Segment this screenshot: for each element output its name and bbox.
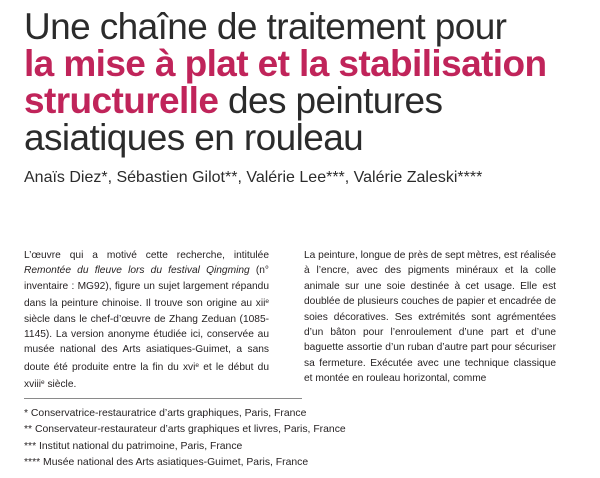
century-xii-sup: e <box>265 298 269 306</box>
title-line-2: la mise à plat et la stabilisation <box>24 43 547 84</box>
title-line-1: Une chaîne de traitement pour <box>24 6 507 47</box>
left-text-4: siècle. <box>44 379 77 391</box>
century-xviii: xviii <box>24 379 41 391</box>
footnote-3: *** Institut national du patrimoine, Paris, France <box>24 440 243 452</box>
footnotes <box>24 406 584 472</box>
left-text-1: (n° inventaire : MG92), figure un sujet largement répandu dans la peinture chinoise. Il trouve son origine au <box>24 265 269 310</box>
work-title: Remontée du fleuve lors du festival Qingming <box>24 265 250 277</box>
left-text-2: siècle dans le chef-d’œuvre de Zhang Zeduan (1085-1145). La version anonyme étudiée ici, conservée au musée national des Arts asiatiques-Guimet, a sans doute été produite entre la fin du <box>24 313 269 373</box>
left-column <box>24 248 269 393</box>
footnote-4: **** Musée national des Arts asiatiques-Guimet, Paris, France <box>24 457 309 469</box>
title-line-4: asiatiques en rouleau <box>24 117 364 158</box>
century-xvi-sup: e <box>195 361 200 369</box>
right-paragraph: La peinture, longue de près de sept mètres, est réalisée à l’encre, avec des pigments minéraux et la colle animale sur une soie destinée à cet usage. Elle est doublée de plusieurs couches de papier et encadrée de soies décoratives. Ses extrémités sont agrémentées d’un bâton pour l’enroulement d’une part et d’une baguette assortie d’un ruban d’autre part pour sécuriser sa fermeture. Exécutée avec une technique classique et montée en rouleau horizontal, comme <box>304 250 557 385</box>
authors-line: Anaïs Diez*, Sébastien Gilot**, Valérie Lee***, Valérie Zaleski**** <box>24 169 483 186</box>
footnote-divider <box>24 398 302 399</box>
intro-text: L’œuvre qui a motivé cette recherche, intitulée <box>24 250 269 261</box>
footnote-1: * Conservatrice-restauratrice d’arts graphiques, Paris, France <box>24 408 307 419</box>
century-xii: xii <box>255 298 266 310</box>
century-xvi: xvi <box>182 361 196 373</box>
title-line-3-rest: des peintures <box>218 80 443 121</box>
left-paragraph <box>24 248 269 393</box>
title-line-3 <box>24 82 584 119</box>
left-text-3: et le début du <box>199 361 269 373</box>
title-accent-word: structurelle <box>24 80 219 121</box>
century-xviii-sup: e <box>40 379 45 387</box>
footnote-2: ** Conservateur-restaurateur d’arts graphiques et livres, Paris, France <box>24 424 346 436</box>
right-column <box>304 248 556 387</box>
article-title <box>24 8 584 156</box>
